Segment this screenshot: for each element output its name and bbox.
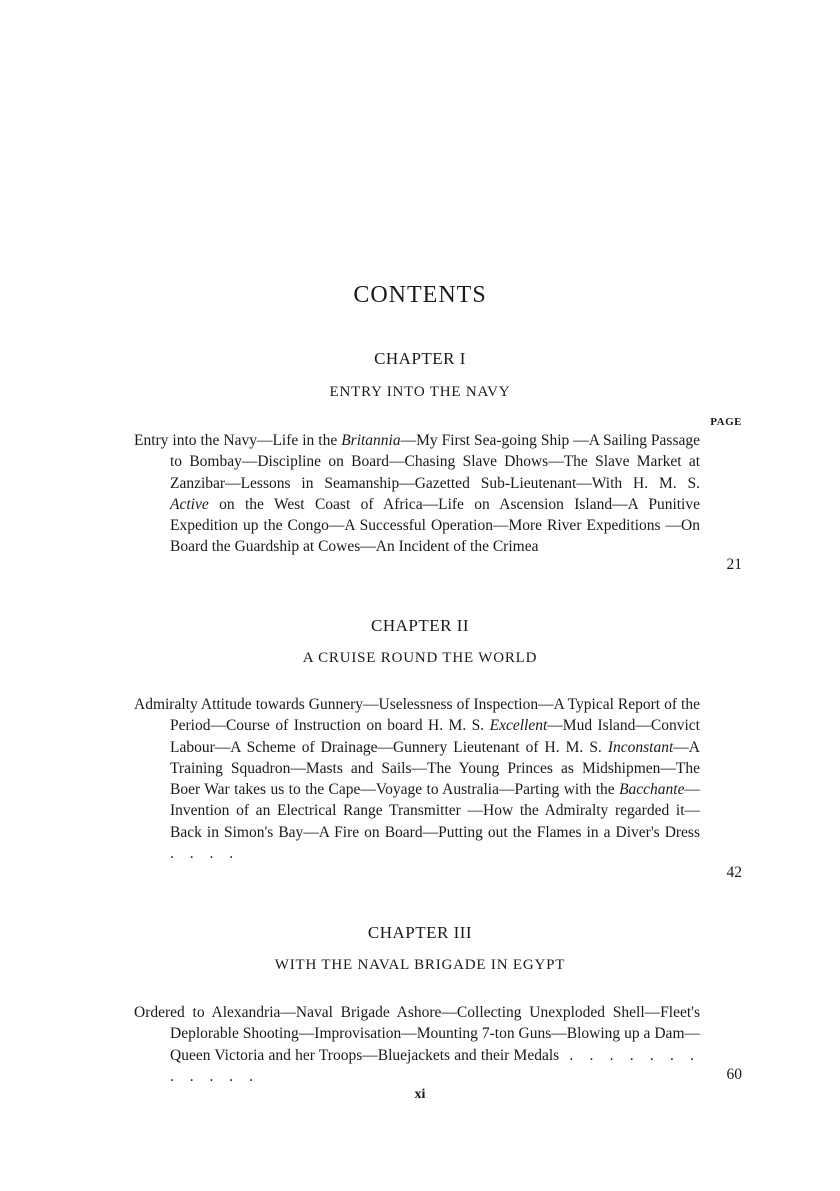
synopsis-text: on the West Coast of Africa—Life on Ascension Island—A Punitive Expedition up the Congo—A Successful Operation—More River Expeditions —On Board the Guardship at Cowes—An Incident of the Crimea	[170, 495, 700, 556]
leader-dots: . . . .	[170, 845, 240, 863]
chapter-2-title: A CRUISE ROUND THE WORLD	[302, 650, 538, 666]
chapter-3-label: CHAPTER III	[367, 923, 473, 942]
chapter-1-synopsis	[134, 430, 700, 558]
chapter-1-page-number: 21	[726, 556, 742, 573]
chapter-3-synopsis	[134, 1002, 700, 1087]
chapter-2-label: CHAPTER II	[370, 616, 470, 635]
ship-name: Active	[170, 495, 209, 513]
page-column-header: PAGE	[710, 416, 742, 428]
synopsis-text: —A Training Squadron—Masts and Sails—The Young Princes as Midshipmen—The Boer War takes us to the Cape—Voyage to Australia—Parting with the	[170, 738, 700, 799]
ship-name: Britannia	[341, 432, 401, 449]
ship-name: Bacchante	[619, 781, 685, 799]
synopsis-text: Entry into the Navy—Life in the	[134, 432, 342, 449]
chapter-1-title: ENTRY INTO THE NAVY	[329, 384, 511, 400]
chapter-2-page-number: 42	[726, 864, 742, 881]
ship-name: Inconstant	[607, 738, 674, 756]
page-title: CONTENTS	[353, 282, 487, 308]
synopsis-text: Ordered to Alexandria—Naval Brigade Ashore—Collecting Unexploded Shell—Fleet's Deplorable Shooting—Improvisation—Mounting 7-ton Guns—Blowing up a Dam—Queen Victoria and her Troops—Bluejackets and their Medals	[134, 1004, 700, 1064]
leader-dots: . . . . . . . . . . . .	[170, 1046, 700, 1085]
synopsis-text: —Invention of an Electrical Range Transmitter —How the Admiralty regarded it—Back in Simon's Bay—A Fire on Board—Putting out the Flames in a Diver's Dress	[170, 781, 700, 841]
synopsis-text: Admiralty Attitude towards Gunnery—Uselessness of Inspection—A Typical Report of the Period—Course of Instruction on board H. M. S.	[134, 696, 700, 735]
chapter-1-label: CHAPTER I	[374, 349, 466, 368]
chapter-2-synopsis	[134, 694, 700, 864]
folio: xi	[414, 1087, 426, 1102]
chapter-3-page-number: 60	[726, 1066, 742, 1083]
synopsis-text: —Mud Island—Convict Labour—A Scheme of Drainage—Gunnery Lieutenant of H. M. S.	[170, 717, 700, 756]
ship-name: Excellent	[489, 717, 548, 735]
synopsis-text: —My First Sea-going Ship —A Sailing Passage to Bombay—Discipline on Board—Chasing Slave Dhows—The Slave Market at Zanzibar—Lessons in Seamanship—Gazetted Sub-Lieutenant—With H. M. S.	[170, 432, 700, 492]
chapter-3-title: WITH THE NAVAL BRIGADE IN EGYPT	[274, 957, 566, 973]
